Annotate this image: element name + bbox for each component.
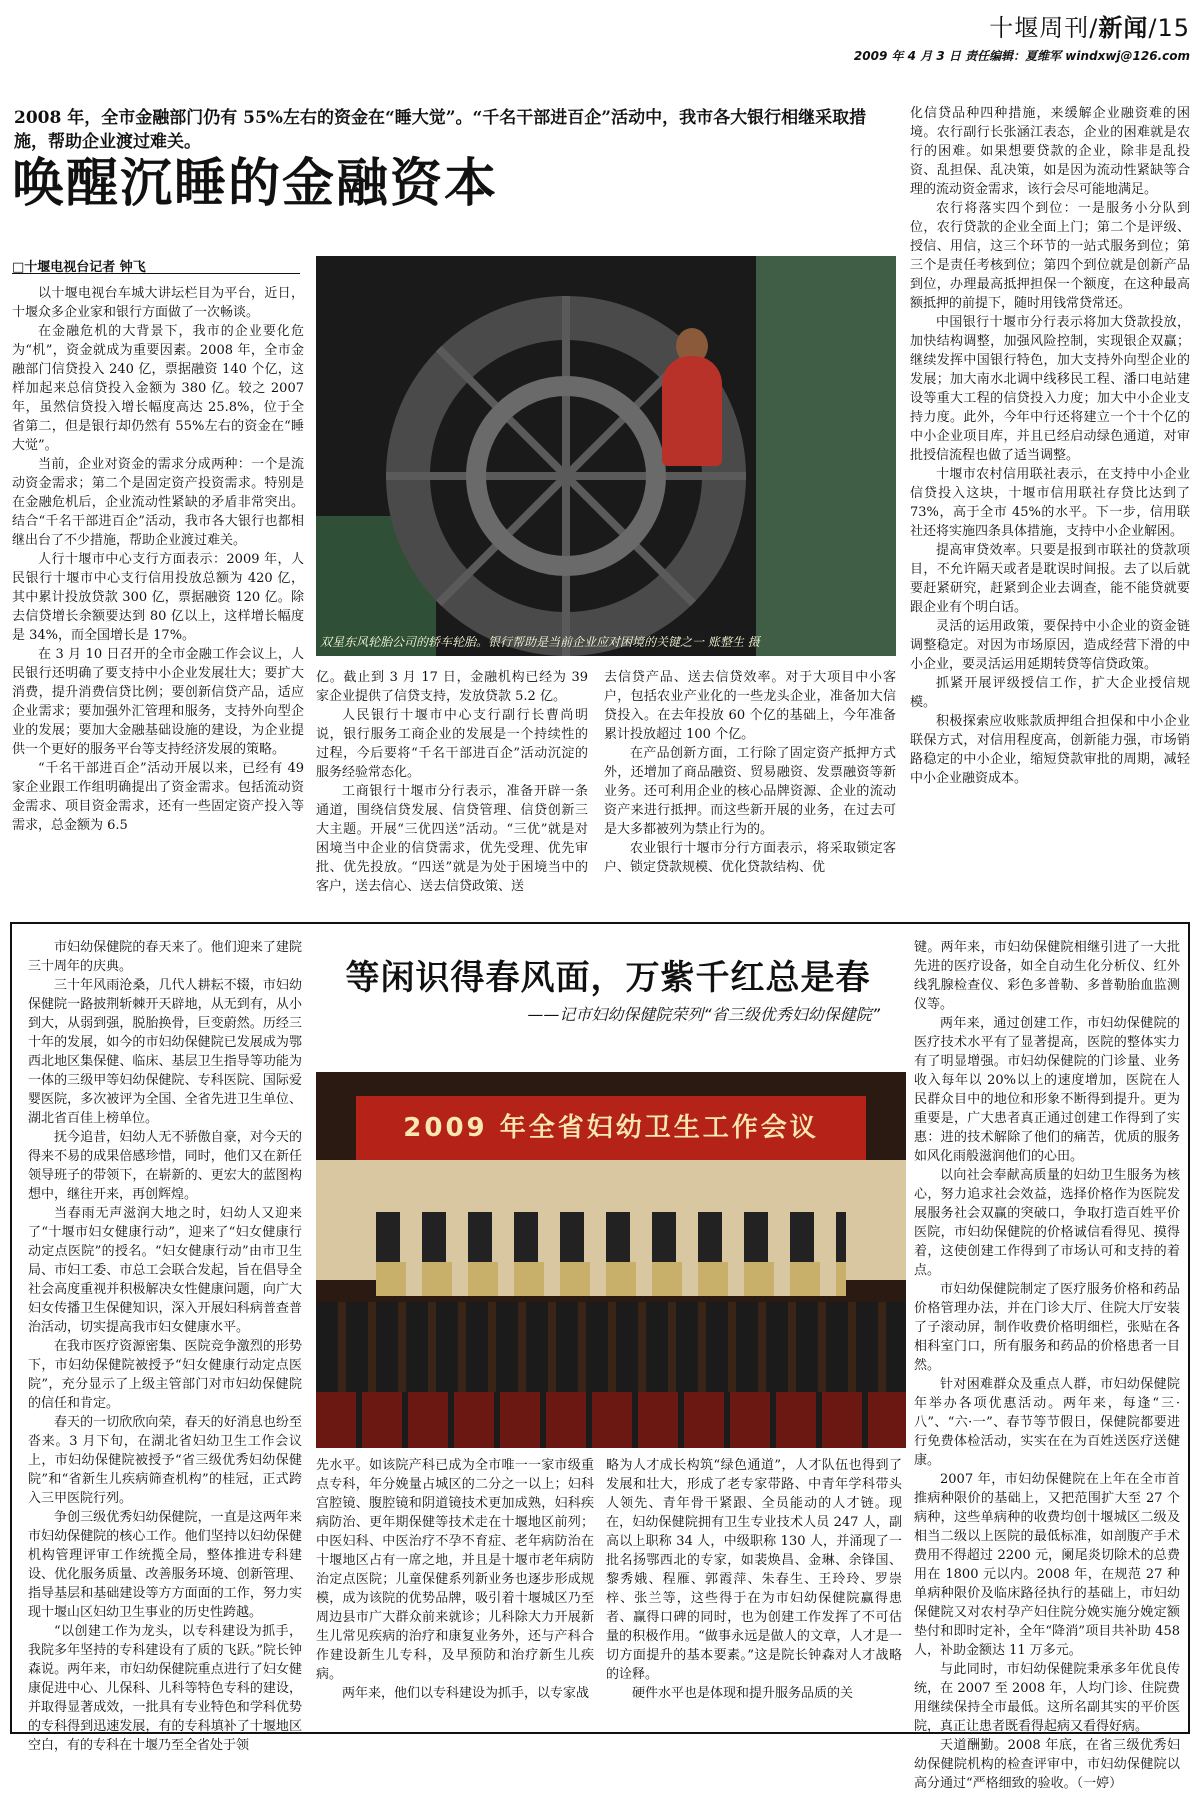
paragraph: 中国银行十堰市分行表示将加大贷款投放，加快结构调整，加强风险控制，实现银企双赢；继续发挥中国银行特色，加大支持外向型企业的发展；加大南水北调中线移民工程、潘口电站建设等重大工程的信贷投入力度；加大中小企业支持力度。此外，今年中行还将建立一个十个亿的中小企业项目库，并且已经启动绿色通道，对审批授信流程也做了适当调整。: [910, 315, 1190, 463]
article-headline: 唤醒沉睡的金融资本: [12, 153, 499, 214]
paragraph: 抚今追昔，妇幼人无不骄傲自豪，对今天的得来不易的成果倍感珍惜，同时，他们又在新任领导班子的带领下，在崭新的、更宏大的蓝图构想中，继往开来，再创辉煌。: [28, 1130, 302, 1202]
paragraph: 以向社会奉献高质量的妇幼卫生服务为核心，努力追求社会效益，选择价格作为医院发展服务社会双赢的突破口，争取打造百姓平价医院，市妇幼保健院的价格诚信看得见、摸得着，这使创建工作得到了市场认可和支持的着点。: [914, 1168, 1180, 1278]
paragraph: 硬件水平也是体现和提升服务品质的关: [632, 1686, 854, 1701]
paragraph: 键。两年来，市妇幼保健院相继引进了一大批先进的医疗设备，如全自动生化分析仪、红外线乳腺检查仪、彩色多普勒、多普勒胎血监测仪等。: [914, 940, 1180, 1012]
paragraph: 春天的一切欣欣向荣，春天的好消息也纷至沓来。3 月下旬，在湖北省妇幼卫生工作会议上，市妇幼保健院被授予“省三级优秀妇幼保健院”和“省新生儿疾病筛查机构”的桂冠，正式跨入三甲医院行列。: [28, 1415, 302, 1506]
paragraph: 人民银行十堰市中心支行副行长曹尚明说，银行服务工商企业的发展是一个持续性的过程，今后要将“千名干部进百企”活动沉淀的服务经验常态化。: [316, 708, 588, 780]
article-byline: □十堰电视台记者 钟飞: [12, 260, 146, 275]
paragraph: 化信贷品种四种措施，来缓解企业融资难的困境。农行副行长张涵江表态，企业的困难就是农行的困难。如果想要贷款的企业，除非是乱投资、乱担保、乱决策，如是因为流动性紧缺等合理的流动资金需求，该行会尽可能地满足。: [910, 106, 1190, 197]
section-name: 新闻: [1098, 14, 1149, 42]
paragraph: 工商银行十堰市分行表示，准备开辟一条通道，围绕信贷发展、信贷管理、信贷创新三大主题。开展“三优四送”活动。“三优”就是对困境当中企业的信贷需求，优先受理、优先审批、优先投放。“四送”就是为处于困境当中的客户，送去信心、送去信贷政策、送: [316, 784, 588, 894]
masthead-title: 十堰周刊/新闻/15: [989, 14, 1190, 42]
photo-worker: [662, 356, 722, 466]
paragraph: 在产品创新方面，工行除了固定资产抵押方式外，还增加了商品融资、贸易融资、发票融资等新业务。还可利用企业的核心品牌资源、企业的流动资产来进行抵押。而这些新开展的业务，在过去可是大多都被列为禁止行为的。: [604, 746, 896, 837]
paragraph: 先水平。如该院产科已成为全市唯一一家市级重点专科，年分娩量占城区的二分之一以上；妇科宫腔镜、腹腔镜和阴道镜技术更加成熟，妇科疾病防治、更年期保健等技术走在十堰地区前列；中医妇科、中医治疗不孕不育症、老年病防治在十堰地区占有一席之地，并且是十堰市老年病防治定点医院；儿童保健系列新业务也逐步形成规模，成为该院的优势品牌，吸引着十堰城区乃至周边县市广大群众前来就诊；儿科除大力开展新生儿常见疾病的治疗和康复业务外，还与产科合作建设新生儿专科，及早预防和治疗新生儿疾病。: [316, 1458, 594, 1682]
paragraph: 十堰市农村信用联社表示，在支持中小企业信贷投入这块，十堰市信用联社存贷比达到了 73%，高于全市 45%的水平。下一步，信用联社还将实施四条具体措施，支持中小企业解困。: [910, 467, 1190, 539]
photo-machine: [756, 256, 896, 656]
photo-tire: [466, 376, 666, 576]
article2-column-2: [316, 1456, 594, 1726]
article1-column-1: [12, 284, 304, 916]
article1-column-2: [316, 668, 588, 916]
paragraph: 当春雨无声滋润大地之时，妇幼人又迎来了“十堰市妇女健康行动”，迎来了“妇女健康行动定点医院”的授名。“妇女健康行动”由市卫生局、市妇工委、市总工会联合发起，旨在倡导全社会高度重视并积极解决女性健康问题，向广大妇女传播卫生保健知识，深入开展妇科病普查普治活动，切实提高我市妇女健康水平。: [28, 1206, 302, 1335]
paragraph: 去信贷产品、送去信贷效率。对于大项目中小客户，包括农业产业化的一些龙头企业，准备加大信贷投入。在去年投放 60 个亿的基础上，今年准备累计投放超过 100 个亿。: [604, 670, 896, 742]
paragraph: 天道酬勤。2008 年底，在省三级优秀妇幼保健院机构的检查评审中，市妇幼保健院以高分通过“严格细致的验收。（一婷）: [914, 1738, 1180, 1791]
paragraph: “千名干部进百企”活动开展以来，已经有 49 家企业跟工作组明确提出了资金需求。包括流动资金需求、项目资金需求，还有一些固定资产投入等需求，总金额为 6.5: [12, 761, 304, 833]
photo-caption: 双星东风轮胎公司的轿车轮胎。银行帮助是当前企业应对困境的关键之一 账整生 摄: [320, 635, 760, 649]
article2-subtitle: ——记市妇幼保健院荣列“省三级优秀妇幼保健院”: [527, 1005, 880, 1024]
photo-banner-text: 2009 年全省妇幼卫生工作会议: [403, 1113, 819, 1143]
byline-rule: [12, 273, 300, 274]
article-deck: 2008 年，全市金融部门仍有 55%左右的资金在“睡大觉”。“千名干部进百企”活动中，我市各大银行相继采取措施，帮助企业渡过难关。: [14, 108, 867, 152]
article2-column-3: [606, 1456, 902, 1726]
paragraph: 略为人才成长构筑“绿色通道”，人才队伍也得到了发展和壮大，形成了老专家带路、中青年学科带头人领先、青年骨干紧跟、全员能动的人才链。现在，妇幼保健院拥有卫生专业技术人员 247 人，副高以上职称 34 人，中级职称 130 人，并涌现了一批名扬鄂西北的专家，如裴焕昌、金琳、余锋国、黎秀娥、程雁、郭霞萍、朱春生、王玲玲、罗崇梓、张兰等，这些得于在为市妇幼保健院赢得患者、赢得口碑的同时，也为创建工作发挥了不可估量的积极作用。“做事永远是做人的文章，人才是一切方面提升的基本要素。”这是院长钟森对人才战略的诠释。: [606, 1458, 902, 1682]
paragraph: 抓紧开展评级授信工作，扩大企业授信规模。: [910, 676, 1190, 710]
paragraph: 三十年风雨沧桑，几代人耕耘不辍，市妇幼保健院一路披荆斩棘开天辟地，从无到有，从小到大，从弱到强，脱胎换骨，巨变蔚然。历经三十年的发展，如今的市妇幼保健院已发展成为鄂西北地区集保健、临床、基层卫生指导等功能为一体的三级甲等妇幼保健院、专科医院、国际爱婴医院，多次被评为全国、全省先进卫生单位、湖北省百佳上榜单位。: [28, 978, 302, 1126]
paragraph: 2007 年，市妇幼保健院在上年在全市首推病种限价的基础上，又把范围扩大至 27 个病种，这些单病种的收费均创十堰城区二级及相当二级以上医院的最低标准，如剖腹产手术费用不得超过 2200 元，阑尾炎切除术的总费用在 1800 元以内。2008 年，在规范 27 种单病种限价及临床路径执行的基础上，市妇幼保健院又对农村孕产妇住院分娩实施分娩定额垫付和即时定补，全年“降消”项目共补助 458 人，补助金额达 11 万多元。: [914, 1472, 1180, 1658]
masthead: [840, 8, 1190, 64]
paragraph: 亿。截止到 3 月 17 日，金融机构已经为 39 家企业提供了信贷支持，发放贷款 5.2 亿。: [316, 670, 588, 704]
paragraph: 以十堰电视台车城大讲坛栏目为平台，近日，十堰众多企业家和银行方面做了一次畅谈。: [12, 286, 304, 320]
date-editor-line: 2009 年 4 月 3 日 责任编辑：夏维军 windxwj@126.com: [853, 49, 1190, 63]
photo-plaques: [376, 1262, 846, 1296]
paragraph: 灵活的运用政策，要保持中小企业的资金链调整稳定。对因为市场原因，造成经营下滑的中小企业，要灵活运用延期转贷等信贷政策。: [910, 619, 1190, 672]
conference-photo: [316, 1072, 906, 1448]
tire-factory-photo: [316, 256, 896, 656]
page-number: 15: [1157, 14, 1190, 42]
paragraph: 在金融危机的大背景下，我市的企业要化危为“机”，资金就成为重要因素。2008 年，全市金融部门信贷投入 240 亿，票据融资 140 个亿，这样加起来总信贷投入金额为 380 亿。较之 2007 年，虽然信贷投入增长幅度高达 25.8%，位于全省第二，但是银行却仍然有 55%左右的资金在“睡大觉”。: [12, 324, 304, 453]
article2-column-1: [28, 938, 302, 1753]
paragraph: 在 3 月 10 日召开的全市金融工作会议上，人民银行还明确了要支持中小企业发展壮大；要扩大消费，提升消费信贷比例；要创新信贷产品，适应企业需求；要加强外汇管理和服务，支持外向型企业的发展；要加大金融基础设施的建设，为企业提供一个更好的服务平台等支持经济发展的策略。: [12, 647, 304, 757]
paragraph: 农行将落实四个到位：一是服务小分队到位，农行贷款的企业全面上门；第二个是评级、授信、用信，这三个环节的一站式服务到位；第三个是责任考核到位；第四个到位就是创新产品到位，办理最高抵押担保一个额度，在这种最高额抵押的前提下，随时用钱常贷常还。: [910, 201, 1190, 311]
article1-column-3: [604, 668, 896, 916]
photo-banner: [356, 1096, 866, 1160]
paragraph: 农业银行十堰市分行方面表示，将采取锁定客户、锁定贷款规模、优化贷款结构、优: [604, 841, 896, 875]
paragraph: 争创三级优秀妇幼保健院，一直是这两年来市妇幼保健院的核心工作。他们坚持以妇幼保健机构管理评审工作统揽全局，整体推进专科建设、优化服务质量、改善服务环境、创新管理、指导基层和基础建设等方方面面的工作，努力实现十堰山区妇幼卫生事业的历史性跨越。: [28, 1510, 302, 1620]
paragraph: 积极探索应收账款质押组合担保和中小企业联保方式，对信用程度高，创新能力强，市场销路稳定的中小企业，缩短贷款审批的周期，减轻中小企业融资成本。: [910, 714, 1190, 786]
paper-name: 十堰周刊: [989, 14, 1090, 42]
photo-seats: [316, 1392, 906, 1448]
paragraph: 两年来，他们以专科建设为抓手，以专家战: [342, 1686, 590, 1701]
article2-column-4: [914, 938, 1180, 1791]
paragraph: 提高审贷效率。只要是报到市联社的贷款项目，不允许隔天或者是耽误时间报。去了以后就要赶紧研究，赶紧到企业去调查，能不能贷就要跟企业有个明白话。: [910, 543, 1190, 615]
article1-column-4: [910, 104, 1190, 916]
paragraph: 市妇幼保健院制定了医疗服务价格和药品价格管理办法，并在门诊大厅、住院大厅安装了子滚动屏，制作收费价格明细栏，张贴在各相科室门口，所有服务和药品的价格患者一目然。: [914, 1282, 1180, 1373]
paragraph: 针对困难群众及重点人群，市妇幼保健院年举办各项优惠活动。两年来，每逢“三·八”、“六·一”、春节等节假日，保健院都要进行免费体检活动，实实在在为百姓送医疗送健康。: [914, 1377, 1180, 1468]
paragraph: 人行十堰市中心支行方面表示：2009 年，人民银行十堰市中心支行信用投放总额为 420 亿，其中累计投放贷款 300 亿，票据融资 120 亿。除去信贷增长余额要达到 80 亿以上，这样增长幅度是 34%，而全国增长是 17%。: [12, 552, 304, 643]
article2-title: 等闲识得春风面，万紫千红总是春: [345, 958, 871, 998]
paragraph: 市妇幼保健院的春天来了。他们迎来了建院三十周年的庆典。: [28, 940, 302, 974]
paragraph: 两年来，通过创建工作，市妇幼保健院的医疗技术水平有了显著提高，医院的整体实力有了明显增强。市妇幼保健院的门诊量、业务收入每年以 20%以上的速度增加，医院在人民群众目中的地位和形象不断得到提升。更为重要是，广大患者真正通过创建工作得到了实惠：进的技术解除了他们的痛苦，优质的服务如风化雨般滋润他们的心田。: [914, 1016, 1180, 1164]
paragraph: “以创建工作为龙头，以专科建设为抓手，我院多年坚持的专科建设有了质的飞跃。”院长钟森说。两年来，市妇幼保健院重点进行了妇女健康促进中心、儿保科、儿科等特色专科的建设，并取得显著成效，一批具有专业特色和学科优势的专科得到迅速发展，有的专科填补了十堰地区空白，有的专科在十堰乃至全省处于领: [28, 1624, 302, 1753]
paragraph: 当前，企业对资金的需求分成两种：一个是流动资金需求；第二个是固定资产投资需求。特别是在金融危机后，企业流动性紧缺的矛盾非常突出。结合“千名干部进百企”活动，我市各大银行也都相继出台了不少措施，帮助企业渡过难关。: [12, 457, 304, 548]
paragraph: 与此同时，市妇幼保健院秉承多年优良传统，在 2007 至 2008 年，人均门诊、住院费用继续保持全市最低。这所名副其实的平价医院，真正让患者既看得起病又看得好病。: [914, 1662, 1180, 1734]
paragraph: 在我市医疗资源密集、医院竞争激烈的形势下，市妇幼保健院被授予“妇女健康行动定点医院”，充分显示了上级主管部门对市妇幼保健院的信任和肯定。: [28, 1339, 302, 1411]
